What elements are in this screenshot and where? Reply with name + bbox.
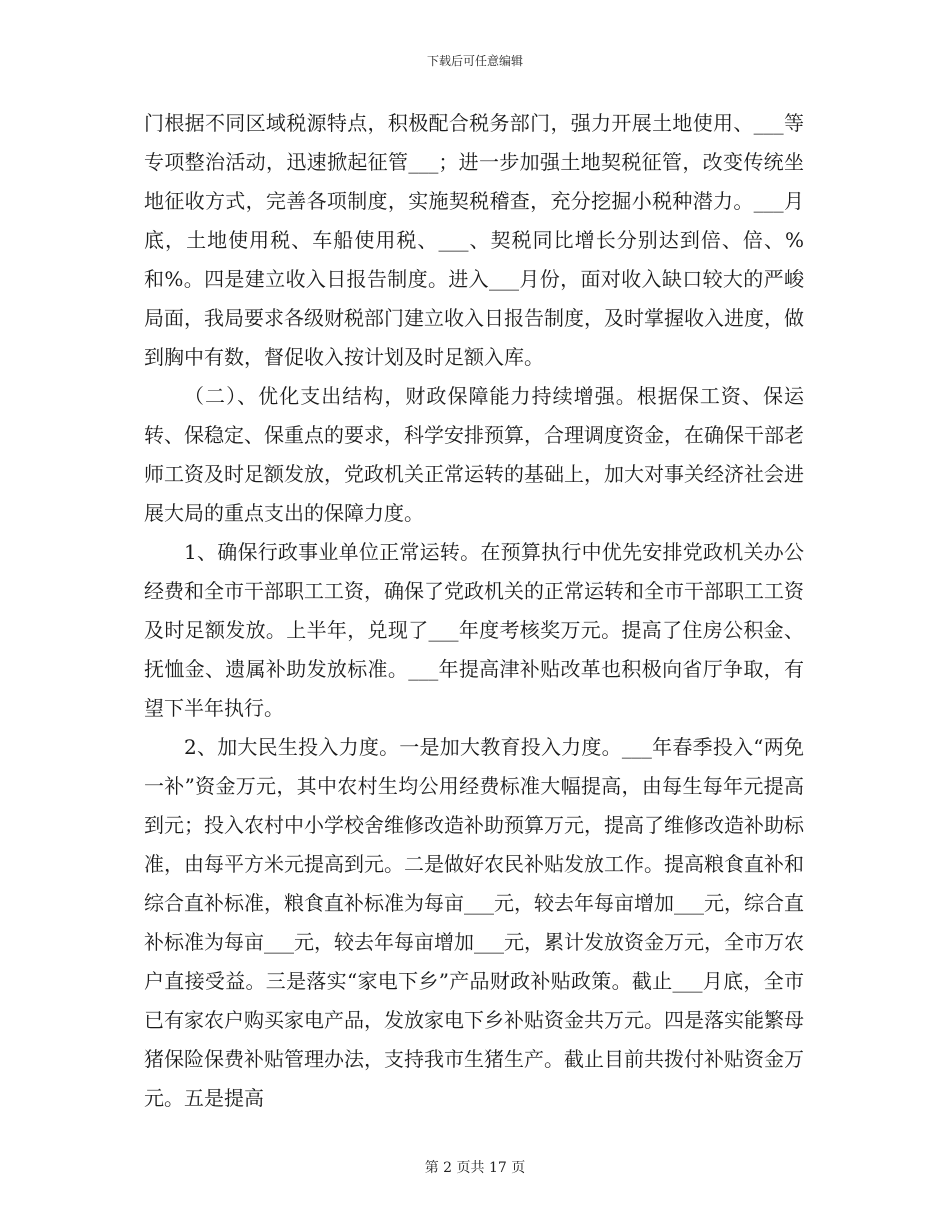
paragraph-item-1: 1、确保行政事业单位正常运转。在预算执行中优先安排党政机关办公经费和全市干部职工工资，确保了党政机关的正常运转和全市干部职工工资及时足额发放。上半年，兑现了___年度考核奖万元。提高了住房公积金、抚恤金、遗属补助发放标准。___年提高津补贴改革也积极向省厅争取，有望下半年执行。 [144,540,804,720]
paragraph-continuation: 门根据不同区域税源特点，积极配合税务部门，强力开展土地使用、___等专项整治活动，迅速掀起征管___；进一步加强土地契税征管，改变传统坐地征收方式，完善各项制度，实施契税稽查，充分挖掘小税种潜力。___月底，土地使用税、车船使用税、___、契税同比增长分别达到倍、倍、%和%。四是建立收入日报告制度。进入___月份，面对收入缺口较大的严峻局面，我局要求各级财税部门建立收入日报告制度，及时掌握收入进度，做到胸中有数，督促收入按计划及时足额入库。 [144,111,804,369]
page-header: 下载后可任意编辑 [426,54,523,68]
page-footer: 第 2 页共 17 页 [424,1160,526,1176]
paragraph-section-2: （二）、优化支出结构，财政保障能力持续增强。根据保工资、保运转、保稳定、保重点的要求，科学安排预算，合理调度资金，在确保干部老师工资及时足额发放，党政机关正常运转的基础上，加大对事关经济社会进展大局的重点支出的保障力度。 [144,384,804,525]
paragraph-item-2: 2、加大民生投入力度。一是加大教育投入力度。___年春季投入“两免一补”资金万元，其中农村生均公用经费标准大幅提高，由每生每年元提高到元；投入农村中小学校舍维修改造补助预算万元，提高了维修改造补助标准，由每平方米元提高到元。二是做好农民补贴发放工作。提高粮食直补和综合直补标准，粮食直补标准为每亩___元，较去年每亩增加___元，综合直补标准为每亩___元，较去年每亩增加___元，累计发放资金万元，全市万农户直接受益。三是落实“家电下乡”产品财政补贴政策。截止___月底，全市已有家农户购买家电产品，发放家电下乡补贴资金共万元。四是落实能繁母猪保险保费补贴管理办法，支持我市生猪生产。截止目前共拨付补贴资金万元。五是提高 [144,735,804,1110]
document-body [144,104,804,1118]
